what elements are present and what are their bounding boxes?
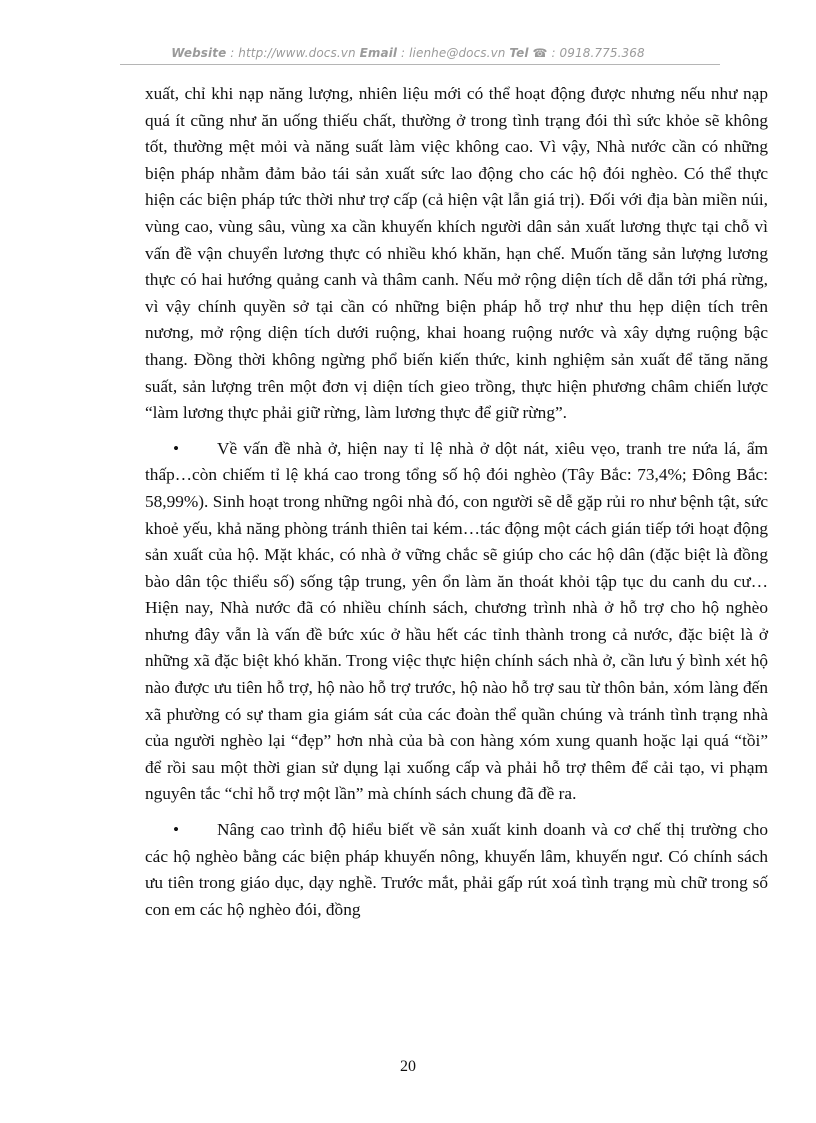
bullet-icon: • <box>173 820 180 840</box>
tel-value: ☎ : 0918.775.368 <box>528 46 645 60</box>
website-value: : http://www.docs.vn <box>226 46 360 60</box>
header-divider <box>120 64 720 65</box>
page-number: 20 <box>400 1058 416 1075</box>
email-label: Email <box>359 46 398 60</box>
paragraph-food-support: xuất, chỉ khi nạp năng lượng, nhiên liệu mới có thể hoạt động được nhưng nếu như nạp quá ít cũng như ăn uống thiếu chất, thường ở trong tình trạng đói thì sức khỏe sẽ không tốt, thường mệt mỏi và năng suất làm việc không cao. Vì vậy, Nhà nước cần có những biện pháp nhằm đảm bảo tái sản xuất sức lao động cho các hộ đói nghèo. Có thể thực hiện các biện pháp tức thời như trợ cấp (cả hiện vật lẫn giá trị). Đối với địa bàn miền núi, vùng cao, vùng sâu, vùng xa cần khuyến khích người dân sản xuất lương thực tại chỗ vì vấn đề vận chuyển lương thực có nhiều khó khăn, hạn chế. Muốn tăng sản lượng lương thực có hai hướng quảng canh và thâm canh. Nếu mở rộng diện tích dễ dẫn tới phá rừng, vì vậy chính quyền sở tại cần có những biện pháp hỗ trợ như thu hẹp diện tích trên nương, mở rộng diện tích dưới ruộng, khai hoang ruộng nước và xây dựng ruộng bậc thang. Đồng thời không ngừng phổ biến kiến thức, kinh nghiệm sản xuất để tăng năng suất, sản lượng trên một đơn vị diện tích gieo trồng, thực hiện phương châm chiến lược “làm lương thực phải giữ rừng, làm lương thực để giữ rừng”. <box>145 84 768 423</box>
tel-label: Tel <box>509 46 529 60</box>
website-label: Website <box>171 46 227 60</box>
document-body <box>145 81 768 923</box>
email-value: : lienhe@docs.vn <box>397 46 510 60</box>
page-header <box>0 46 816 60</box>
paragraph-education-text: Nâng cao trình độ hiểu biết về sản xuất kinh doanh và cơ chế thị trường cho các hộ nghèo bằng các biện pháp khuyến nông, khuyến lâm, khuyến ngư. Có chính sách ưu tiên trong giáo dục, dạy nghề. Trước mắt, phải gấp rút xoá tình trạng mù chữ trong số con em các hộ nghèo đói, đồng <box>145 820 768 919</box>
paragraph-education <box>145 817 768 923</box>
paragraph-housing <box>145 436 768 808</box>
bullet-icon: • <box>173 438 180 458</box>
paragraph-housing-text: Về vấn đề nhà ở, hiện nay tỉ lệ nhà ở dột nát, xiêu vẹo, tranh tre nứa lá, ẩm thấp…còn chiếm tỉ lệ khá cao trong tổng số hộ đói nghèo (Tây Bắc: 73,4%; Đông Bắc: 58,99%). Sinh hoạt trong những ngôi nhà đó, con người sẽ dễ gặp rủi ro như bệnh tật, sức khoẻ yếu, khả năng phòng tránh thiên tai kém…tác động một cách gián tiếp tới hoạt động sản xuất của hộ. Mặt khác, có nhà ở vững chắc sẽ giúp cho các hộ dân (đặc biệt là đồng bào dân tộc thiểu số) sống tập trung, yên ổn làm ăn thoát khỏi tập tục du canh du cư…Hiện nay, Nhà nước đã có nhiều chính sách, chương trình nhà ở hỗ trợ cho hộ nghèo nhưng đây vẫn là vấn đề bức xúc ở hầu hết các tỉnh thành trong cả nước, đặc biệt là ở những xã đặc biệt khó khăn. Trong việc thực hiện chính sách nhà ở, cần lưu ý bình xét hộ nào được ưu tiên hỗ trợ, hộ nào hỗ trợ trước, hộ nào hỗ trợ sau từ thôn bản, xóm làng đến xã phường có sự tham gia giám sát của các đoàn thể quần chúng và tránh tình trạng nhà của người nghèo lại “đẹp” hơn nhà của bà con hàng xóm xung quanh hoặc lại quá “tồi” để rồi sau một thời gian sử dụng lại xuống cấp và phải hỗ trợ thêm để cải tạo, vi phạm nguyên tắc “chỉ hỗ trợ một lần” mà chính sách chung đã đề ra. <box>145 438 768 804</box>
